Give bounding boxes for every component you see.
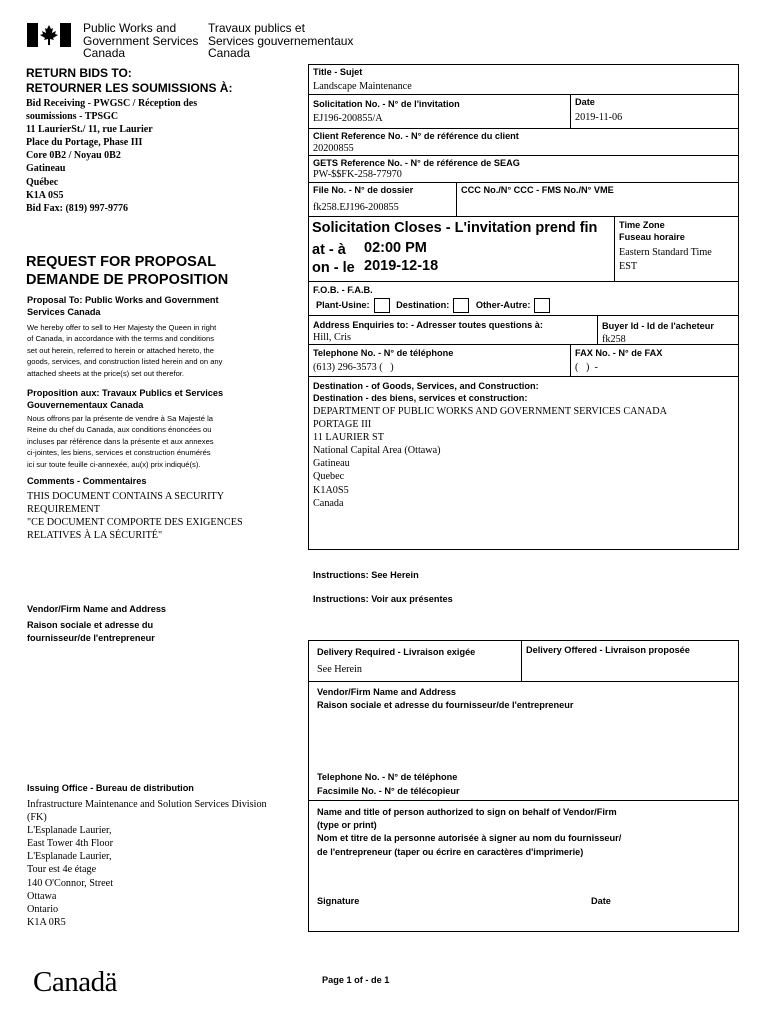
vendor-facsimile-label: Facsimile No. - N° de télécopieur bbox=[317, 786, 460, 796]
address-enquiries-label: Address Enquiries to: - Adresser toutes questions à: bbox=[313, 320, 543, 330]
buyer-id-label: Buyer Id - Id de l'acheteur bbox=[602, 321, 714, 331]
vendor-left-label: Vendor/Firm Name and Address bbox=[27, 604, 167, 614]
date-label: Date bbox=[575, 97, 595, 107]
delivery-offered-label: Delivery Offered - Livraison proposée bbox=[526, 645, 690, 655]
delivery-required-label: Delivery Required - Livraison exigée bbox=[317, 647, 476, 657]
closes-on-label: on - le bbox=[312, 260, 355, 276]
plant-label: Plant-Usine: bbox=[316, 299, 370, 310]
gets-value: PW-$$FK-258-77970 bbox=[313, 169, 402, 180]
fuseau-horaire-label: Fuseau horaire bbox=[619, 232, 685, 242]
delivery-required-value: See Herein bbox=[317, 664, 362, 675]
fob-label: F.O.B. - F.A.B. bbox=[313, 285, 373, 295]
vendor-firm-label: Vendor/Firm Name and Address Raison sociale et adresse du fournisseur/de l'entrepreneur bbox=[317, 687, 574, 710]
dept-fr-line: Travaux publics et bbox=[208, 21, 305, 35]
proposal-to-text: We hereby offer to sell to Her Majesty the Queen in right of Canada, in accordance with the terms and conditions set out herein, referred to herein or attached hereto, the goods, services, and construction listed herein and on any attached sheets at the price(s) set out therefor. bbox=[27, 323, 223, 378]
instructions-en: Instructions: See Herein bbox=[313, 570, 419, 580]
authorized-person-label: Name and title of person authorized to sign on behalf of Vendor/Firm (type or print) Nom et titre de la personne autorisée à signer au nom du fournisseur/ de l'entrepreneur (taper ou écrire en caractères d'imprimerie) bbox=[317, 807, 622, 857]
destination-checkbox[interactable] bbox=[453, 298, 469, 313]
return-bids-title-en: RETURN BIDS TO: bbox=[26, 66, 132, 80]
maple-leaf-icon bbox=[40, 25, 58, 45]
rfp-title-fr: DEMANDE DE PROPOSITION bbox=[26, 272, 229, 288]
proposition-label: Proposition aux: Travaux Publics et Services Gouvernementaux Canada bbox=[27, 388, 224, 410]
solicitation-value: EJ196-200855/A bbox=[313, 113, 383, 124]
closes-at-label: at - à bbox=[312, 242, 346, 258]
file-no-value: fk258.EJ196-200855 bbox=[313, 202, 399, 213]
page-number: Page 1 of - de 1 bbox=[322, 975, 390, 985]
title-label: Title - Sujet bbox=[313, 67, 363, 77]
bid-receiving-address: Bid Receiving - PWGSC / Réception des soumissions - TPSGC 11 LaurierSt./ 11, rue Laurier Place du Portage, Phase III Core 0B2 / Noyau 0B2 Gatineau Québec K1A 0S5 Bid Fax: (819) 997-9776 bbox=[26, 98, 198, 214]
canada-wordmark: Canadä bbox=[33, 966, 117, 998]
instructions-fr: Instructions: Voir aux présentes bbox=[313, 594, 453, 604]
time-zone-label: Time Zone bbox=[619, 220, 665, 230]
signature-label: Signature bbox=[317, 896, 360, 906]
date-value: 2019-11-06 bbox=[575, 112, 623, 123]
fax-value: ( ) - bbox=[575, 362, 598, 373]
issuing-office-address: Infrastructure Maintenance and Solution Services Division (FK) L'Esplanade Laurier, East Tower 4th Floor L'Esplanade Laurier, Tour est 4e étage 140 O'Connor, Street Ottawa Ontario K1A 0R5 bbox=[27, 799, 267, 928]
telephone-label: Telephone No. - N° de téléphone bbox=[313, 348, 454, 358]
destination-option-label: Destination: bbox=[396, 299, 450, 310]
title-value: Landscape Maintenance bbox=[313, 81, 412, 92]
vendor-left-label-fr: Raison sociale et adresse du fournisseur/de l'entrepreneur bbox=[27, 620, 155, 643]
issuing-office-label: Issuing Office - Bureau de distribution bbox=[27, 783, 194, 793]
comments-label: Comments - Commentaires bbox=[27, 476, 147, 486]
vendor-telephone-label: Telephone No. - N° de téléphone bbox=[317, 772, 458, 782]
department-name-english bbox=[83, 22, 198, 60]
signature-date-label: Date bbox=[591, 896, 611, 906]
ccc-label: CCC No./N° CCC - FMS No./N° VME bbox=[461, 185, 614, 195]
closes-date-value: 2019-12-18 bbox=[364, 258, 439, 274]
solicitation-closes-label: Solicitation Closes - L'invitation prend fin bbox=[312, 220, 598, 236]
buyer-id-value: fk258 bbox=[602, 334, 626, 345]
dept-en-line: Public Works and bbox=[83, 21, 177, 35]
return-bids-title-fr: RETOURNER LES SOUMISSIONS À: bbox=[26, 81, 233, 95]
rfp-title-en: REQUEST FOR PROPOSAL bbox=[26, 254, 217, 270]
time-zone-abbrev: EST bbox=[619, 261, 638, 272]
client-ref-value: 20200855 bbox=[313, 143, 354, 154]
telephone-value: (613) 296-3573 ( ) bbox=[313, 362, 394, 373]
dept-fr-line: Canada bbox=[208, 46, 251, 60]
other-label: Other-Autre: bbox=[475, 299, 531, 310]
time-zone-value: Eastern Standard Time bbox=[619, 247, 712, 258]
fob-options bbox=[316, 298, 554, 313]
client-ref-label: Client Reference No. - N° de référence du client bbox=[313, 131, 519, 141]
fax-label: FAX No. - N° de FAX bbox=[575, 348, 663, 358]
address-enquiries-value: Hill, Cris bbox=[313, 332, 351, 343]
comments-text: THIS DOCUMENT CONTAINS A SECURITY REQUIREMENT "CE DOCUMENT COMPORTE DES EXIGENCES RELATIVES À LA SÉCURITÉ" bbox=[27, 491, 243, 541]
dept-fr-line: Services gouvernementaux bbox=[208, 33, 354, 48]
plant-checkbox[interactable] bbox=[374, 298, 390, 313]
destination-value: DEPARTMENT OF PUBLIC WORKS AND GOVERNMENT SERVICES CANADA PORTAGE III 11 LAURIER ST National Capital Area (Ottawa) Gatineau Quebec K1A0S5 Canada bbox=[313, 406, 667, 509]
proposition-text: Nous offrons par la présente de vendre à Sa Majesté la Reine du chef du Canada, aux conditions énoncées ou incluses par référence dans la présente et aux annexes ci-jointes, les biens, services et construction énumérés ici sur toute feuille ci-annexée, au(x) prix indiqué(s). bbox=[27, 414, 214, 469]
destination-label: Destination - of Goods, Services, and Construction: Destination - des biens, services et construction: bbox=[313, 381, 539, 403]
other-checkbox[interactable] bbox=[534, 298, 550, 313]
dept-en-line: Government Services bbox=[83, 33, 199, 48]
dept-en-line: Canada bbox=[83, 46, 126, 60]
file-no-label: File No. - N° de dossier bbox=[313, 185, 414, 195]
closes-time-value: 02:00 PM bbox=[364, 240, 427, 256]
gets-label: GETS Reference No. - N° de référence de SEAG bbox=[313, 158, 520, 168]
canada-flag-logo bbox=[27, 23, 71, 47]
department-name-french bbox=[208, 22, 353, 60]
proposal-to-label: Proposal To: Public Works and Government Services Canada bbox=[27, 295, 219, 317]
solicitation-label: Solicitation No. - N° de l'invitation bbox=[313, 99, 460, 109]
